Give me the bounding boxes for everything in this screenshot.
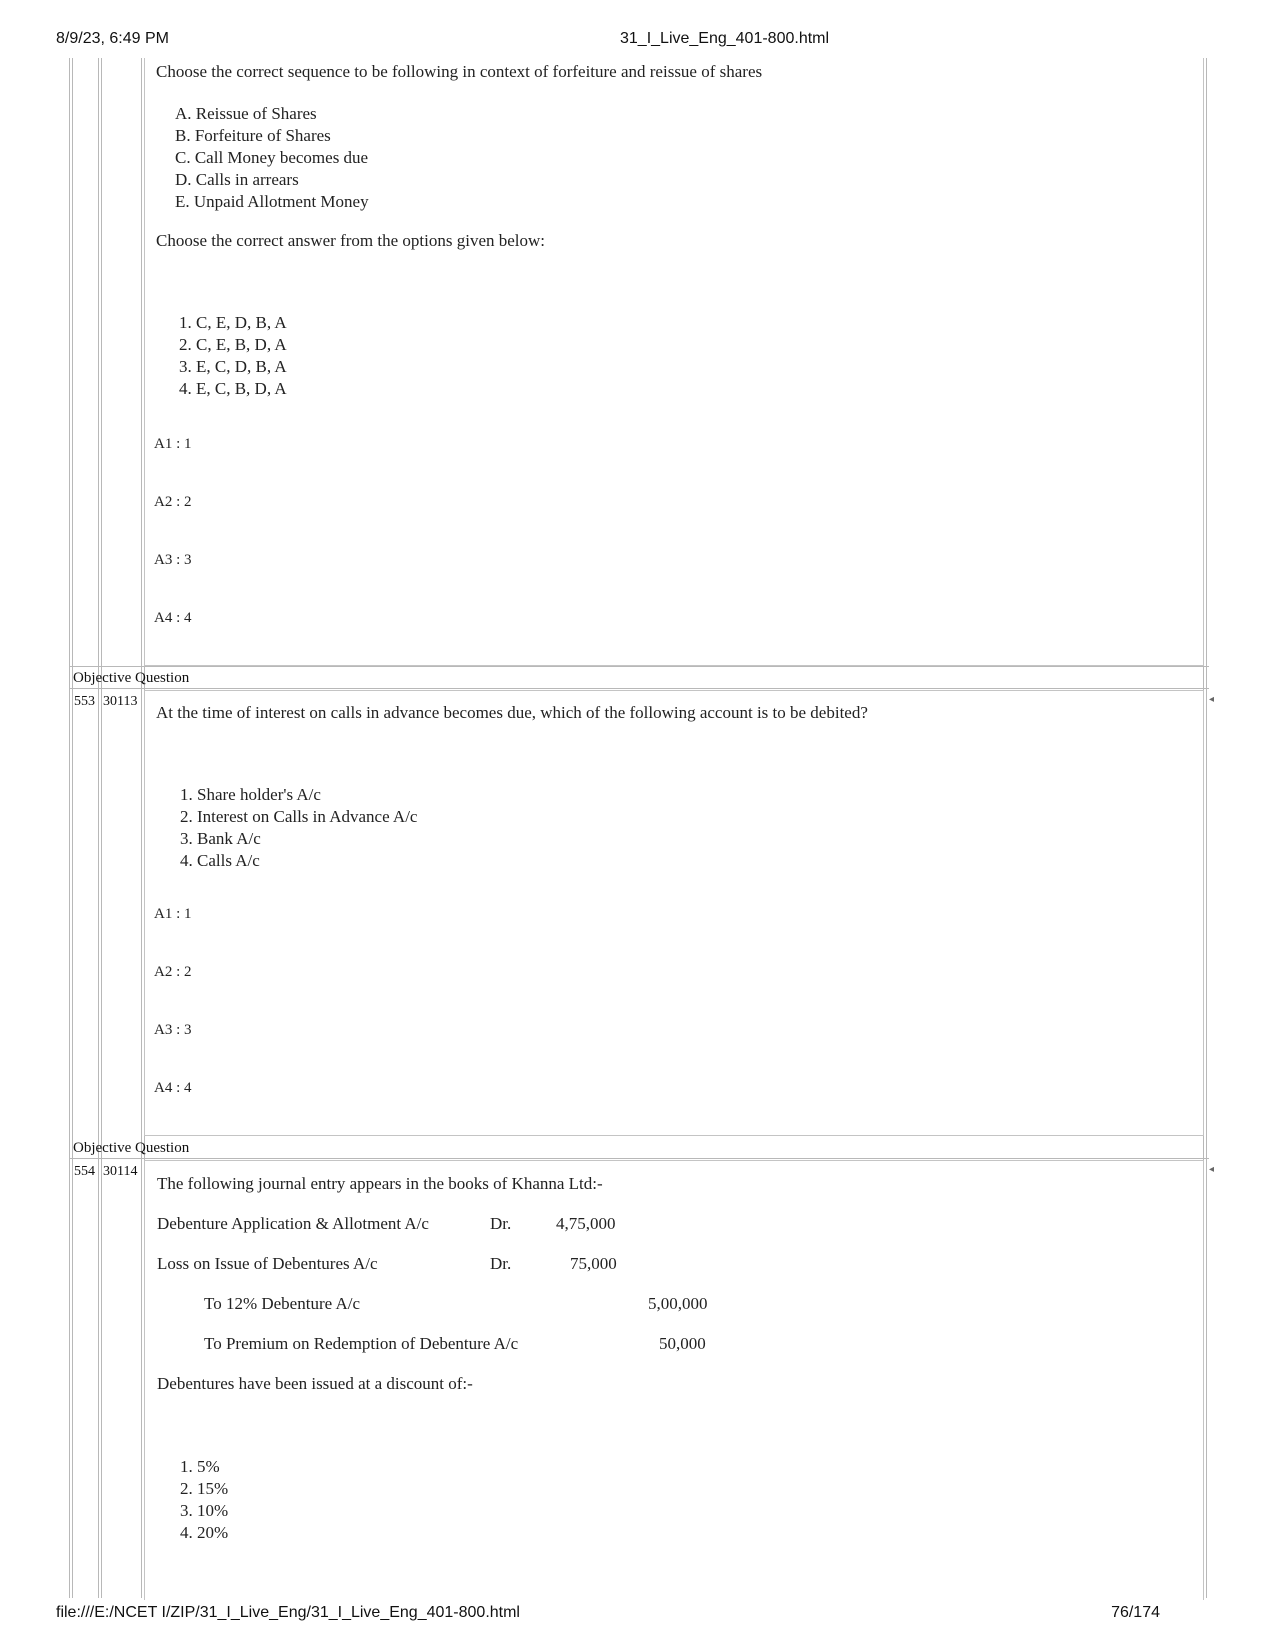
- option-item: 2. 15%: [180, 1479, 229, 1498]
- question-prompt: Debentures have been issued at a discount of:-: [157, 1374, 473, 1393]
- option-item: 1. C, E, D, B, A: [179, 313, 287, 332]
- list-item: A. Reissue of Shares: [175, 104, 317, 123]
- answer-a1: A1 : 1: [154, 436, 192, 452]
- table-border-left: [69, 58, 70, 1598]
- list-item: D. Calls in arrears: [175, 170, 299, 189]
- option-item: 4. E, C, B, D, A: [179, 379, 287, 398]
- serial-number: 553: [74, 694, 95, 709]
- question-id: 30113: [103, 694, 138, 709]
- question-text: The following journal entry appears in the books of Khanna Ltd:-: [157, 1174, 603, 1193]
- journal-debit: 4,75,000: [556, 1214, 616, 1233]
- journal-account: Debenture Application & Allotment A/c: [157, 1214, 429, 1233]
- journal-account: To 12% Debenture A/c: [204, 1294, 361, 1313]
- journal-dr: Dr.: [490, 1214, 512, 1233]
- page-number: 76/174: [1111, 1604, 1160, 1621]
- list-item: C. Call Money becomes due: [175, 148, 369, 167]
- option-item: 1. 5%: [180, 1457, 220, 1476]
- table-border-right-inner: [1206, 58, 1207, 1598]
- row-divider-552: [69, 666, 1209, 667]
- answer-a2: A2 : 2: [154, 494, 192, 510]
- edge-mark: ◂: [1209, 694, 1215, 705]
- options-list: [180, 784, 417, 872]
- answer-a4: A4 : 4: [154, 1080, 192, 1096]
- options-list: [179, 312, 287, 400]
- option-item: 1. Share holder's A/c: [180, 785, 321, 804]
- edge-mark: ◂: [1209, 1164, 1215, 1175]
- question-id: 30114: [103, 1164, 138, 1179]
- col-divider-1: [98, 58, 99, 1598]
- journal-debit: 75,000: [570, 1254, 617, 1273]
- option-item: 3. E, C, D, B, A: [179, 357, 287, 376]
- answer-a3: A3 : 3: [154, 1022, 192, 1038]
- option-item: 2. Interest on Calls in Advance A/c: [180, 807, 418, 826]
- print-filename: 31_I_Live_Eng_401-800.html: [620, 30, 830, 47]
- sequence-items-list: [175, 103, 369, 213]
- print-datetime: 8/9/23, 6:49 PM: [56, 30, 169, 47]
- option-item: 3. Bank A/c: [180, 829, 261, 848]
- question-text: Choose the correct sequence to be following in context of forfeiture and reissue of shares: [156, 62, 763, 81]
- option-item: 2. C, E, B, D, A: [179, 335, 287, 354]
- row-divider: [69, 1158, 1209, 1159]
- journal-credit: 50,000: [659, 1334, 706, 1353]
- col-divider-1b: [101, 58, 102, 1598]
- question-type-label: Objective Question: [73, 670, 190, 686]
- answer-a2: A2 : 2: [154, 964, 192, 980]
- question-type-label: Objective Question: [73, 1140, 190, 1156]
- answer-a1: A1 : 1: [154, 906, 192, 922]
- print-file-path: file:///E:/NCET I/ZIP/31_I_Live_Eng/31_I_Live_Eng_401-800.html: [56, 1604, 520, 1621]
- list-item: E. Unpaid Allotment Money: [175, 192, 369, 211]
- answer-prompt: Choose the correct answer from the options given below:: [156, 231, 546, 250]
- answer-a4: A4 : 4: [154, 610, 192, 626]
- question-text: At the time of interest on calls in advance becomes due, which of the following account is to be debited?: [156, 703, 868, 722]
- col-divider-2: [141, 58, 142, 1598]
- journal-credit: 5,00,000: [648, 1294, 708, 1313]
- question-cell-553: [144, 690, 1204, 1136]
- answer-a3: A3 : 3: [154, 552, 192, 568]
- options-list: [180, 1456, 228, 1544]
- serial-number: 554: [74, 1164, 95, 1179]
- journal-account: Loss on Issue of Debentures A/c: [157, 1254, 378, 1273]
- journal-account: To Premium on Redemption of Debenture A/c: [204, 1334, 519, 1353]
- option-item: 4. Calls A/c: [180, 851, 260, 870]
- option-item: 4. 20%: [180, 1523, 229, 1542]
- journal-dr: Dr.: [490, 1254, 512, 1273]
- table-border-left-inner: [72, 58, 73, 1598]
- row-divider: [69, 688, 1209, 689]
- list-item: B. Forfeiture of Shares: [175, 126, 331, 145]
- option-item: 3. 10%: [180, 1501, 229, 1520]
